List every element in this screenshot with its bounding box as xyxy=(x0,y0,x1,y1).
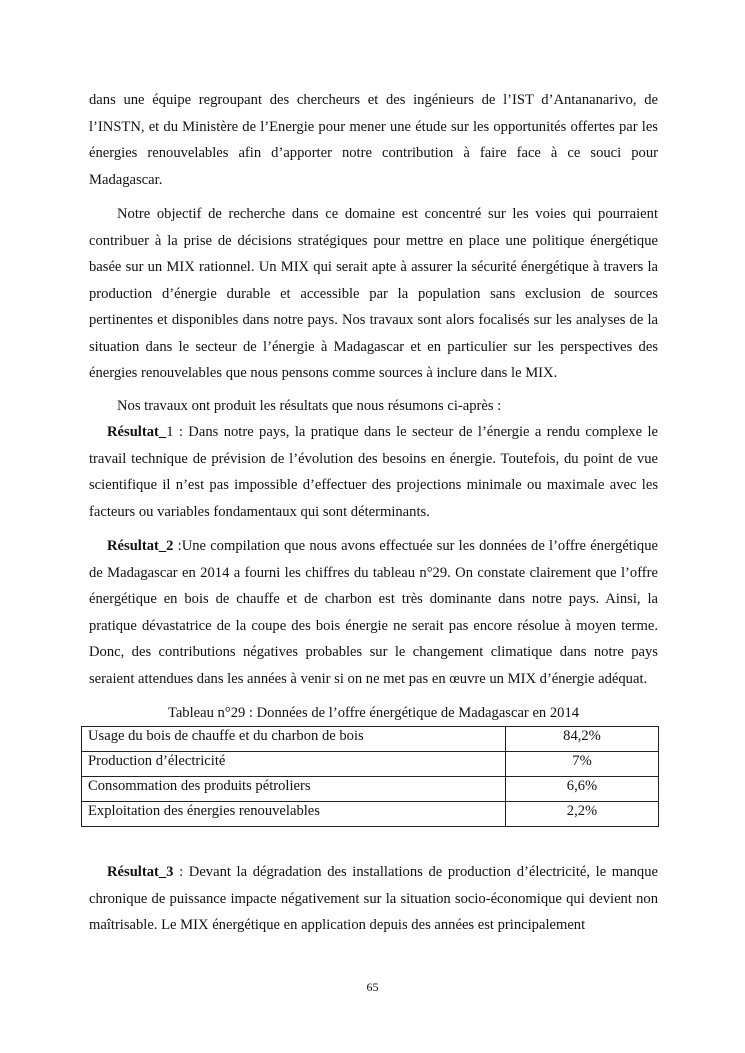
paragraph-result-3 xyxy=(89,859,658,939)
energy-supply-table xyxy=(81,726,659,827)
table-cell-label: Usage du bois de chauffe et du charbon de bois xyxy=(82,727,506,752)
table-caption: Tableau n°29 : Données de l’offre énergétique de Madagascar en 2014 xyxy=(167,705,580,721)
table-row xyxy=(82,777,659,802)
table-cell-value: 2,2% xyxy=(506,802,659,827)
result-2-text: :Une compilation que nous avons effectuée sur les données de l’offre énergétique de Madagascar en 2014 a fourni les chiffres du tableau n°29. On constate clairement que l’offre énergétique en bois de chauffe et de charbon est très dominante dans notre pays. Ainsi, la pratique dévastatrice de la coupe des bois énergie ne serait pas encore résolue à moyen terme. Donc, des contributions négatives probables sur le changement climatique dans notre pays seraient attendues dans les années à venir si on ne met pas en œuvre un MIX d’énergie adéquat. xyxy=(89,538,658,687)
result-3-label: Résultat_3 xyxy=(107,864,174,880)
table-row xyxy=(82,752,659,777)
document-page xyxy=(89,87,658,939)
table-row xyxy=(82,727,659,752)
table-cell-label: Production d’électricité xyxy=(82,752,506,777)
paragraph-objective: Notre objectif de recherche dans ce domaine est concentré sur les voies qui pourraient contribuer à la prise de décisions stratégiques pour mettre en place une politique énergétique basée sur un MIX rationnel. Un MIX qui serait apte à assurer la sécurité énergétique à travers la production d’énergie durable et accessible par la population sans exclusion de sources pertinentes et disponibles dans notre pays. Nos travaux sont alors focalisés sur les analyses de la situation dans le secteur de l’énergie à Madagascar et en particulier sur les perspectives des énergies renouvelables que nous pensons comme sources à inclure dans le MIX. xyxy=(89,206,658,381)
result-2-label: Résultat_2 xyxy=(107,538,174,554)
paragraph-result-2 xyxy=(89,533,658,692)
table-row xyxy=(82,802,659,827)
table-cell-label: Exploitation des énergies renouvelables xyxy=(82,802,506,827)
paragraph-results-intro: Nos travaux ont produit les résultats que nous résumons ci-après : xyxy=(117,397,502,414)
paragraph-intro: dans une équipe regroupant des chercheurs et des ingénieurs de l’IST d’Antananarivo, de l’INSTN, et du Ministère de l’Energie pour mener une étude sur les opportunités offertes par les énergies renouvelables afin d’apporter notre contribution à faire face à ce souci pour Madagascar. xyxy=(89,92,658,188)
result-3-text: : Devant la dégradation des installations de production d’électricité, le manque chronique de puissance impacte négativement sur la situation socio-économique qui devient non maîtrisable. Le MIX énergétique en application depuis des années est principalement xyxy=(89,864,658,933)
paragraph-result-1 xyxy=(89,419,658,525)
table-cell-value: 84,2% xyxy=(506,727,659,752)
table-cell-value: 7% xyxy=(506,752,659,777)
page-number: 65 xyxy=(366,980,379,994)
table-cell-value: 6,6% xyxy=(506,777,659,802)
result-1-text: 1 : Dans notre pays, la pratique dans le secteur de l’énergie a rendu complexe le travail technique de prévision de l’évolution des besoins en énergie. Toutefois, du point de vue scientifique il n’est pas impossible d’effectuer des projections minimale ou maximale avec les facteurs ou variables fondamentaux qui sont déterminants. xyxy=(89,424,658,520)
table-cell-label: Consommation des produits pétroliers xyxy=(82,777,506,802)
result-1-label: Résultat_ xyxy=(107,424,167,440)
